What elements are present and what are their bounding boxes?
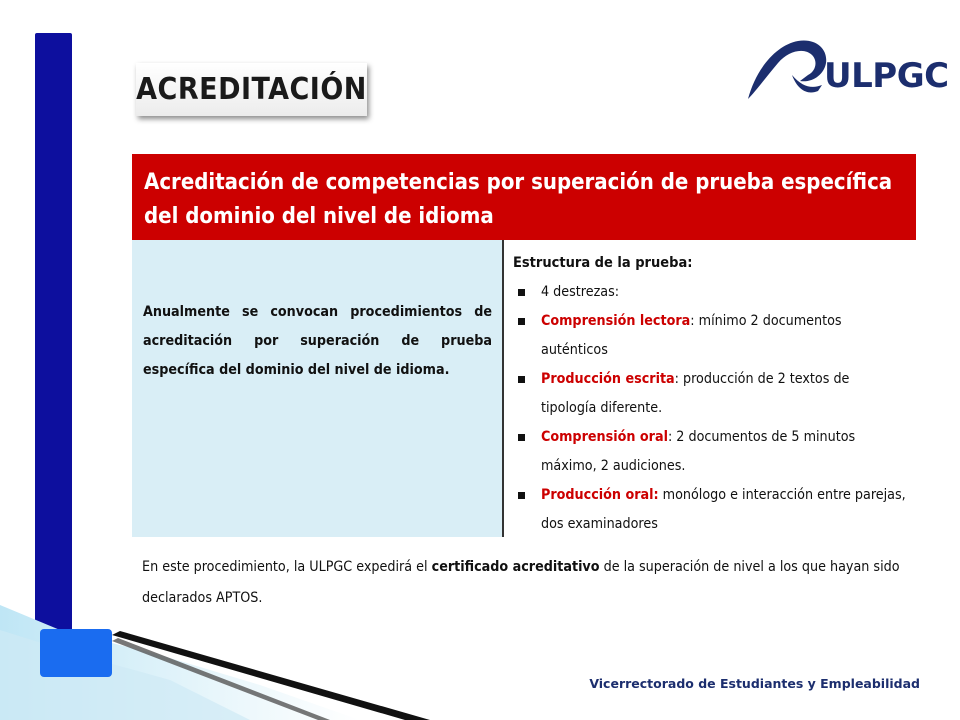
page-title: ACREDITACIÓN [136, 72, 367, 107]
table-header: Acreditación de competencias por superación de prueba específica del dominio del nivel de idioma [132, 154, 916, 240]
structure-cell [504, 240, 916, 537]
skill-description: monólogo e interacción entre parejas, dos examinadores [541, 487, 906, 532]
skill-term: Producción oral: [541, 487, 659, 503]
corner-accent-square [40, 629, 112, 677]
sidebar-bar [35, 33, 72, 685]
skill-term: Comprensión oral [541, 429, 668, 445]
footer-text-bold: certificado acreditativo [431, 559, 600, 575]
footer-text-before: En este procedimiento, la ULPGC expedirá el [142, 559, 432, 575]
footer-note: Vicerrectorado de Estudiantes y Empleabilidad [589, 676, 920, 691]
list-item [513, 365, 908, 423]
list-item [513, 307, 908, 365]
title-box [136, 63, 367, 116]
square-bullet-icon [518, 289, 525, 296]
square-bullet-icon [518, 318, 525, 325]
description-text: Anualmente se convocan procedimientos de acreditación por superación de prueba específica del dominio del nivel de idioma. [143, 304, 492, 378]
square-bullet-icon [518, 492, 525, 499]
skill-term: Producción escrita [541, 371, 675, 387]
list-item [513, 278, 908, 307]
skill-description: : producción de 2 textos de tipología diferente. [541, 371, 850, 416]
description-cell [132, 240, 504, 537]
list-item [513, 481, 908, 539]
square-bullet-icon [518, 434, 525, 441]
structure-heading: Estructura de la prueba: [513, 255, 693, 271]
footer-text-after: de la superación de nivel a los que hayan sido declarados APTOS. [142, 559, 900, 606]
skill-description: : 2 documentos de 5 minutos máximo, 2 audiciones. [541, 429, 856, 474]
square-bullet-icon [518, 376, 525, 383]
structure-list [513, 278, 908, 539]
skill-term: Comprensión lectora [541, 313, 691, 329]
list-item [513, 423, 908, 481]
skill-description: 4 destrezas: [541, 284, 620, 300]
skill-description: : mínimo 2 documentos auténticos [541, 313, 842, 358]
footer-paragraph [142, 552, 922, 614]
logo-text: ULPGC [824, 56, 949, 96]
